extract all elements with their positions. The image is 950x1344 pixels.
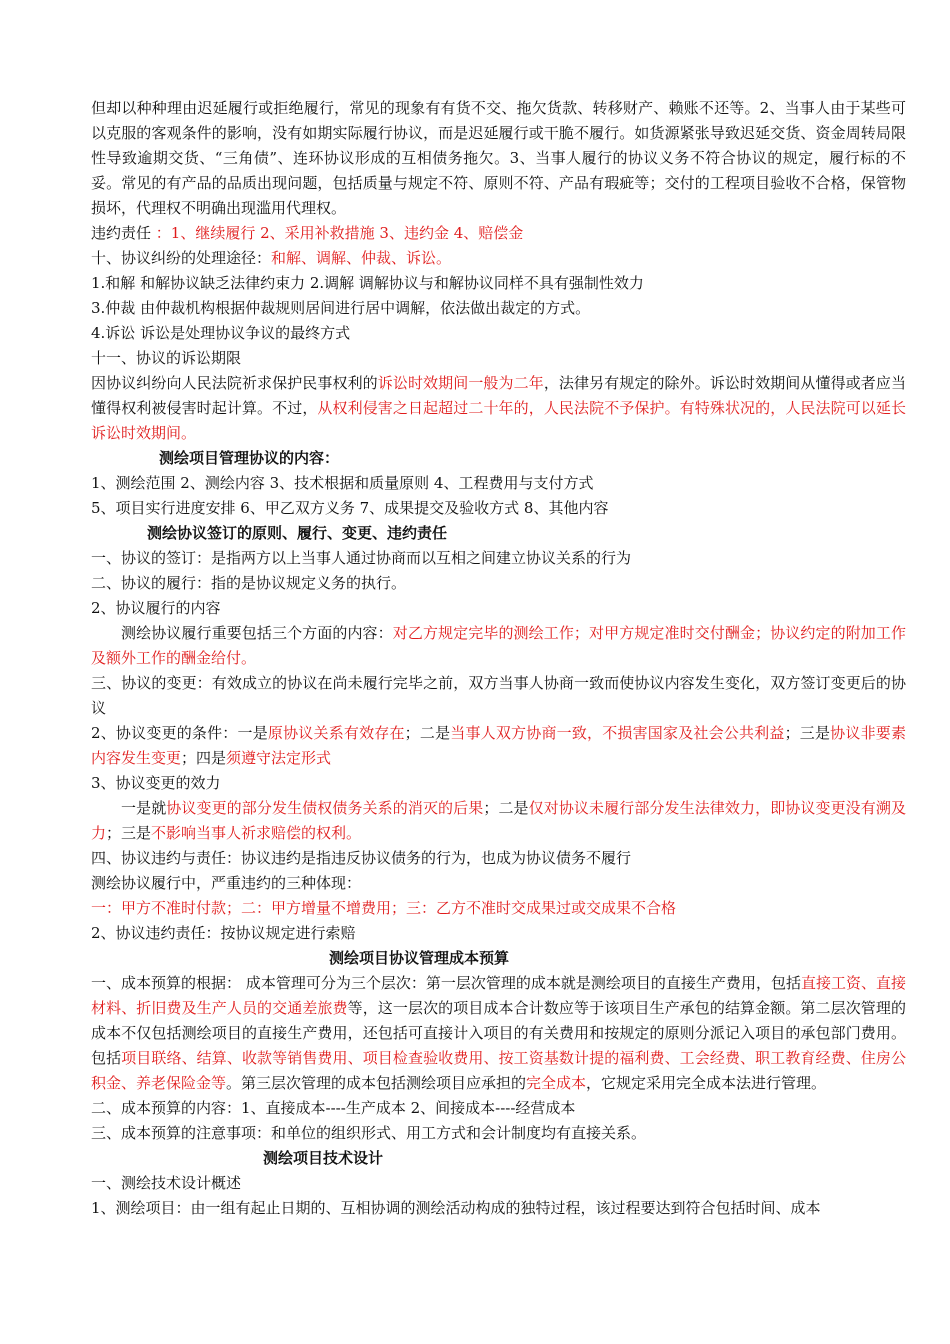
text-run: ；二是 bbox=[404, 724, 451, 742]
text-run: 5、项目实行进度安排 6、甲乙双方义务 7、成果提交及验收方式 8、其他内容 bbox=[91, 499, 609, 517]
text-run: 2、协议履行的内容 bbox=[91, 599, 221, 617]
text-run: 一、测绘技术设计概述 bbox=[91, 1174, 242, 1192]
text-run: 1、测绘项目：由一组有起止日期的、互相协调的测绘活动构成的独特过程，该过程要达到符合包括时间、成本 bbox=[91, 1199, 821, 1217]
text-run: 测绘项目管理协议的内容： bbox=[159, 449, 340, 467]
highlighted-text: 对乙方规定完毕的测绘工作；对甲方规定准时交付酬金；协议约定的附加工作及额外工作的酬金给付。 bbox=[91, 624, 906, 667]
document-page bbox=[91, 96, 906, 1221]
highlighted-text: 一：甲方不准时付款；二：甲方增量不增费用；三：乙方不准时交成果过或交成果不合格 bbox=[91, 899, 677, 917]
highlighted-text: 完全成本 bbox=[526, 1074, 587, 1092]
text-run: ；四是 bbox=[181, 749, 227, 767]
paragraph bbox=[91, 671, 906, 721]
paragraph bbox=[91, 346, 906, 371]
paragraph bbox=[91, 1196, 906, 1221]
paragraph bbox=[91, 571, 906, 596]
text-run: 因协议纠纷向人民法院祈求保护民事权利的 bbox=[91, 374, 378, 392]
paragraph bbox=[91, 321, 906, 346]
text-run: 测绘协议签订的原则、履行、变更、违约责任 bbox=[147, 524, 448, 542]
highlighted-text: 原协议关系有效存在 bbox=[267, 724, 405, 742]
text-run: 测绘协议履行重要包括三个方面的内容： bbox=[121, 624, 393, 642]
paragraph bbox=[91, 796, 906, 846]
section-heading bbox=[91, 521, 906, 546]
paragraph bbox=[91, 771, 906, 796]
paragraph bbox=[91, 846, 906, 871]
text-run: 2、协议变更的条件：一是 bbox=[91, 724, 268, 742]
highlighted-text: 和解、调解、仲裁、诉讼。 bbox=[271, 249, 452, 267]
text-run: 等，这一层次的项目成本合计数应等于该项目生产承包的结算金额。第二层次管理的成本不仅包括测绘项目的直接生产费用，还包括可直接计入项目的有关费用和按规定的原则分派记入项目的承包部门费用。包括 bbox=[91, 999, 906, 1067]
text-run: 2、协议违约责任：按协议规定进行索赔 bbox=[91, 924, 356, 942]
paragraph bbox=[91, 471, 906, 496]
paragraph bbox=[91, 721, 906, 771]
text-run: 违约责任 bbox=[91, 224, 156, 242]
text-run: 1.和解 和解协议缺乏法律约束力 2.调解 调解协议与和解协议同样不具有强制性效力 bbox=[91, 274, 644, 292]
paragraph bbox=[91, 546, 906, 571]
highlighted-text: 协议变更的部分发生债权债务关系的消灭的后果 bbox=[166, 799, 484, 817]
highlighted-text: 仅对协议未履行部分发生法律效力，即协议变更没有溯及力 bbox=[91, 799, 906, 842]
highlighted-text: 从权利侵害之日起超过二十年的，人民法院不予保护。有特殊状况的，人民法院可以延长诉讼时效期间。 bbox=[91, 399, 906, 442]
paragraph bbox=[91, 1171, 906, 1196]
text-run: 一是就 bbox=[121, 799, 167, 817]
highlighted-text: 不影响当事人祈求赔偿的权利。 bbox=[151, 824, 362, 842]
text-run: 1、测绘范围 2、测绘内容 3、技术根据和质量原则 4、工程费用与支付方式 bbox=[91, 474, 594, 492]
text-run: 二、协议的履行：指的是协议规定义务的执行。 bbox=[91, 574, 407, 592]
highlighted-text: 直接工资、直接材料、折旧费及生产人员的交通差旅费 bbox=[91, 974, 906, 1017]
paragraph bbox=[91, 871, 906, 896]
text-run: 。第三层次管理的成本包括测绘项目应承担的 bbox=[226, 1074, 527, 1092]
text-run: 十、协议纠纷的处理途径： bbox=[91, 249, 272, 267]
highlighted-text: 协议非要素内容发生变更 bbox=[91, 724, 906, 767]
text-run: ；二是 bbox=[483, 799, 529, 817]
text-run: 3.仲裁 由仲裁机构根据仲裁规则居间进行居中调解，依法做出裁定的方式。 bbox=[91, 299, 591, 317]
text-run: ，它规定采用完全成本法进行管理。 bbox=[586, 1074, 827, 1092]
paragraph bbox=[91, 271, 906, 296]
text-run: 测绘项目技术设计 bbox=[263, 1149, 384, 1167]
text-run: ；三是 bbox=[784, 724, 831, 742]
highlighted-text: 须遵守法定形式 bbox=[226, 749, 332, 767]
text-run: 四、协议违约与责任：协议违约是指违反协议债务的行为，也成为协议债务不履行 bbox=[91, 849, 632, 867]
text-run: 一、协议的签订：是指两方以上当事人通过协商而以互相之间建立协议关系的行为 bbox=[91, 549, 632, 567]
paragraph bbox=[91, 896, 906, 921]
paragraph bbox=[91, 621, 906, 671]
text-run: ，法律另有规定的除外。诉讼时效期间从懂得或者应当懂得权利被侵害时起计算。不过， bbox=[91, 374, 906, 417]
text-run: 但却以种种理由迟延履行或拒绝履行，常见的现象有有货不交、拖欠货款、转移财产、赖账不还等。2、当事人由于某些可以克服的客观条件的影响，没有如期实际履行协议，而是迟延履行或干脆不履行。如货源紧张导致迟延交货、资金周转局限性导致逾期交货、“三角债”、连环协议形成的互相债务拖欠。3、当事人履行的协议义务不符合协议的规定，履行标的不妥。常见的有产品的品质出现问题，包括质量与规定不符、原则不符、产品有瑕疵等；交付的工程项目验收不合格，保管物损坏，代理权不明确出现滥用代理权。 bbox=[91, 99, 906, 217]
text-run: 一、成本预算的根据： 成本管理可分为三个层次：第一层次管理的成本就是测绘项目的直接生产费用，包括 bbox=[91, 974, 801, 992]
paragraph bbox=[91, 296, 906, 321]
paragraph bbox=[91, 371, 906, 446]
section-heading bbox=[91, 946, 906, 971]
text-run: 十一、协议的诉讼期限 bbox=[91, 349, 242, 367]
paragraph bbox=[91, 921, 906, 946]
text-run: ；三是 bbox=[106, 824, 152, 842]
paragraph bbox=[91, 496, 906, 521]
paragraph bbox=[91, 221, 906, 246]
highlighted-text: ：1、继续履行 2、采用补救措施 3、违约金 4、赔偿金 bbox=[155, 224, 524, 242]
paragraph bbox=[91, 596, 906, 621]
paragraph bbox=[91, 1096, 906, 1121]
text-run: 测绘协议履行中，严重违约的三种体现： bbox=[91, 874, 362, 892]
text-run: 4.诉讼 诉讼是处理协议争议的最终方式 bbox=[91, 324, 351, 342]
highlighted-text: 诉讼时效期间一般为二年 bbox=[377, 374, 544, 392]
text-run: 测绘项目协议管理成本预算 bbox=[329, 949, 510, 967]
section-heading bbox=[91, 446, 906, 471]
text-run: 3、协议变更的效力 bbox=[91, 774, 221, 792]
highlighted-text: 当事人双方协商一致，不损害国家及社会公共利益 bbox=[450, 724, 785, 742]
paragraph bbox=[91, 246, 906, 271]
section-heading bbox=[91, 1146, 906, 1171]
text-run: 三、协议的变更：有效成立的协议在尚未履行完毕之前，双方当事人协商一致而使协议内容发生变化，双方签订变更后的协议 bbox=[91, 674, 906, 717]
paragraph bbox=[91, 1121, 906, 1146]
highlighted-text: 项目联络、结算、收款等销售费用、项目检查验收费用、按工资基数计提的福利费、工会经费、职工教育经费、住房公积金、养老保险金等 bbox=[91, 1049, 906, 1092]
paragraph bbox=[91, 971, 906, 1096]
text-run: 三、成本预算的注意事项：和单位的组织形式、用工方式和会计制度均有直接关系。 bbox=[91, 1124, 647, 1142]
paragraph bbox=[91, 96, 906, 221]
text-run: 二、成本预算的内容：1、直接成本----生产成本 2、间接成本----经营成本 bbox=[91, 1099, 576, 1117]
